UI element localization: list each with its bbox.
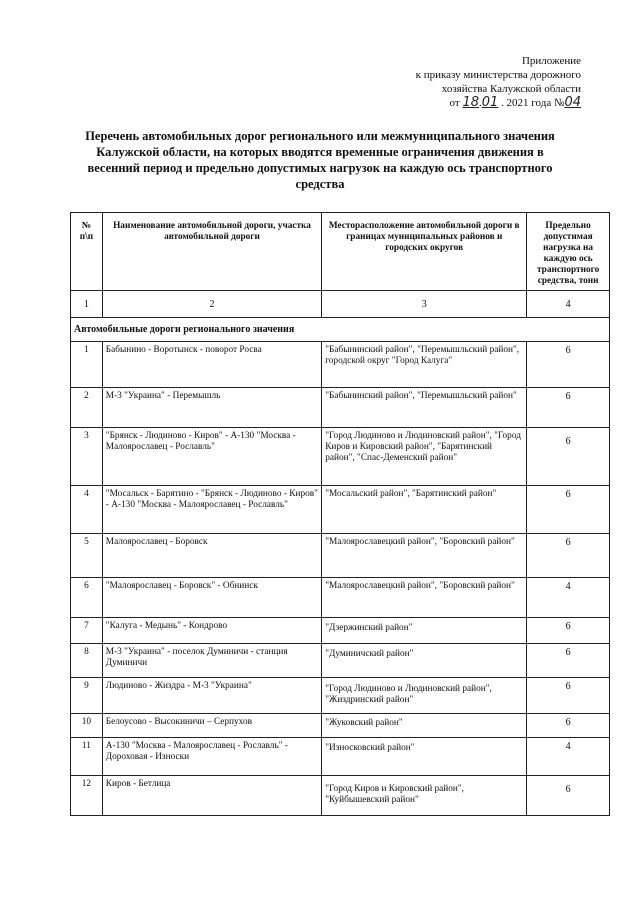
- appendix-header: [416, 54, 581, 110]
- row-number: 11: [71, 738, 103, 776]
- section-row: [71, 318, 610, 342]
- axle-load: 4: [527, 738, 610, 776]
- table-row: [71, 428, 610, 486]
- row-number: 2: [71, 388, 103, 428]
- row-number: 3: [71, 428, 103, 486]
- number-prefix: №: [553, 97, 565, 109]
- header-road-name: Наименование автомобильной дороги, участка автомобильной дороги: [102, 213, 321, 291]
- table-row: [71, 534, 610, 578]
- road-name: Людиново - Жиздра - М-3 "Украина": [102, 678, 321, 714]
- road-location: "Износковский район": [322, 738, 527, 776]
- road-location: "Жуковский район": [322, 714, 527, 738]
- axle-load: 6: [527, 714, 610, 738]
- road-name: "Мосальск - Барятино - "Брянск - Людиново - Киров" - А-130 "Москва - Малоярославец - Рославль": [102, 486, 321, 534]
- row-number: 10: [71, 714, 103, 738]
- table-header-row: [71, 213, 610, 291]
- header-axle-load: Предельно допустимая нагрузка на каждую ось транспортного средства, тонн: [527, 213, 610, 291]
- row-number: 5: [71, 534, 103, 578]
- table-row: [71, 738, 610, 776]
- row-number: 8: [71, 644, 103, 678]
- header-location: Месторасположение автомобильной дороги в границах муниципальных районов и городских округов: [322, 213, 527, 291]
- header-number: № п\п: [71, 213, 103, 291]
- column-number-row: [71, 291, 610, 318]
- column-number: 3: [322, 291, 527, 318]
- roads-table: [70, 212, 610, 816]
- road-name: "Калуга - Медынь" - Кондрово: [102, 618, 321, 644]
- table-row: [71, 678, 610, 714]
- axle-load: 6: [527, 534, 610, 578]
- table-row: [71, 618, 610, 644]
- axle-load: 6: [527, 486, 610, 534]
- road-name: М-3 "Украина" - Перемышль: [102, 388, 321, 428]
- row-number: 4: [71, 486, 103, 534]
- row-number: 6: [71, 578, 103, 618]
- axle-load: 6: [527, 644, 610, 678]
- table-row: [71, 714, 610, 738]
- document-title: Перечень автомобильных дорог регионального или межмуниципального значения Калужской области, на которых вводятся временные ограничения движения в весенний период и предельно допустимых нагрузок на каждую ось транспортного средства: [85, 129, 555, 191]
- road-location: "Город Киров и Кировский район", "Куйбышевский район": [322, 776, 527, 816]
- axle-load: 4: [527, 578, 610, 618]
- road-location: "Думиничский район": [322, 644, 527, 678]
- road-location: "Бабынинский район", "Перемышльский район": [322, 388, 527, 428]
- appendix-date-line: от 18.01 . 2021 года №04: [449, 95, 581, 110]
- row-number: 12: [71, 776, 103, 816]
- column-number: 1: [71, 291, 103, 318]
- section-title: Автомобильные дороги регионального значения: [71, 318, 610, 342]
- road-location: "Город Людиново и Людиновский район", "Город Киров и Кировский район", "Барятинский район", "Спас-Деменский район": [322, 428, 527, 486]
- appendix-line-3: хозяйства Калужской области: [441, 83, 581, 95]
- road-location: "Бабынинский район", "Перемышльский район", городской округ "Город Калуга": [322, 342, 527, 388]
- road-name: Малоярославец - Боровск: [102, 534, 321, 578]
- axle-load: 6: [527, 776, 610, 816]
- order-number: 04: [564, 95, 581, 110]
- date-prefix: от: [449, 97, 460, 109]
- table-row: [71, 388, 610, 428]
- row-number: 7: [71, 618, 103, 644]
- road-location: "Город Людиново и Людиновский район", "Жиздринский район": [322, 678, 527, 714]
- date-day: 18: [462, 95, 479, 110]
- road-location: "Малоярославецкий район", "Боровский район": [322, 534, 527, 578]
- axle-load: 6: [527, 678, 610, 714]
- axle-load: 6: [527, 388, 610, 428]
- table-row: [71, 342, 610, 388]
- date-month: 01: [481, 95, 499, 110]
- table-row: [71, 644, 610, 678]
- table-row: [71, 578, 610, 618]
- appendix-line-1: Приложение: [521, 55, 581, 67]
- date-year: . 2021 года: [501, 97, 552, 109]
- road-name: Бабынино - Воротынск - поворот Росва: [102, 342, 321, 388]
- road-name: "Малоярославец - Боровск" - Обнинск: [102, 578, 321, 618]
- row-number: 9: [71, 678, 103, 714]
- column-number: 2: [102, 291, 321, 318]
- road-name: "Брянск - Людиново - Киров" - А-130 "Москва - Малоярославец - Рославль": [102, 428, 321, 486]
- table-row: [71, 776, 610, 816]
- appendix-line-2: к приказу министерства дорожного: [415, 69, 581, 81]
- road-name: Киров - Бетлица: [102, 776, 321, 816]
- road-name: А-130 "Москва - Малоярославец - Рославль" - Дороховая - Износки: [102, 738, 321, 776]
- road-location: "Дзержинский район": [322, 618, 527, 644]
- road-location: "Малоярославецкий район", "Боровский район": [322, 578, 527, 618]
- axle-load: 6: [527, 618, 610, 644]
- axle-load: 6: [527, 342, 610, 388]
- axle-load: 6: [527, 428, 610, 486]
- table-row: [71, 486, 610, 534]
- road-location: "Мосальский район", "Барятинский район": [322, 486, 527, 534]
- row-number: 1: [71, 342, 103, 388]
- column-number: 4: [527, 291, 610, 318]
- road-name: Белоусово - Высокиничи – Серпухов: [102, 714, 321, 738]
- road-name: М-3 "Украина" - поселок Думиничи - станция Думиничи: [102, 644, 321, 678]
